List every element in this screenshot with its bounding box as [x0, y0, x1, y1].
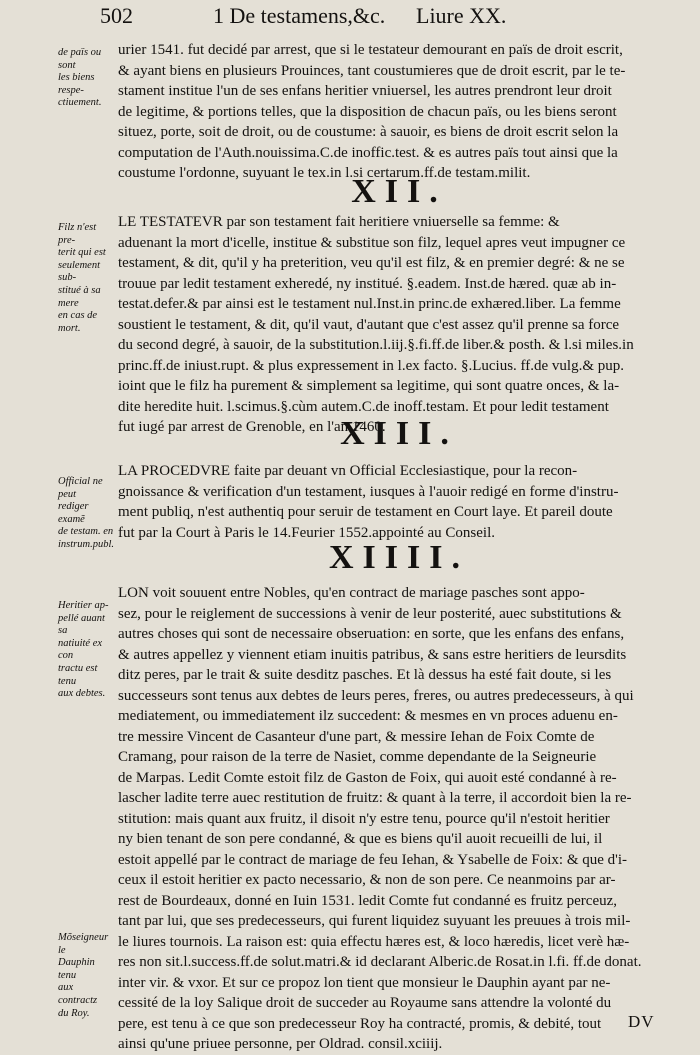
margin-line: les biens respe- — [58, 72, 95, 96]
margin-note — [58, 932, 114, 1020]
text-line: pere, est tenu à ce que son predecesseur Roy ha contracté, promis, & debité, tout — [118, 1015, 602, 1032]
text-line: du second degré, à sauoir, de la substitution.l.iij.§.fi.ff.de liber.& posth. & l.si miles.in — [118, 337, 634, 353]
text-line: urier 1541. fut decidé par arrest, que si le testateur demourant en païs de droit escrit, — [118, 42, 623, 58]
text-line: aduenant la mort d'icelle, institue & substitue son filz, lequel apres veut impugner ce — [118, 234, 626, 251]
page-number: 502 — [100, 3, 133, 28]
margin-line: de païs ou sont — [58, 47, 102, 71]
text-line: de legitime, & portions telles, que la disposition de chacun païs, ou les biens seront — [118, 103, 617, 120]
section-heading-xiiii: XIIII. — [329, 539, 469, 576]
text-line: situez, porte, soit de droit, ou de coustume: à sauoir, es biens de droit escrit selon la — [118, 124, 619, 140]
margin-line: aux contractz — [58, 982, 98, 1006]
text-line: stitution: mais quant aux fruitz, il disoit n'y estre tenu, pource qu'il n'estoit heritier — [118, 810, 610, 827]
margin-line: tractu est tenu — [58, 662, 98, 687]
book-title: Liure XX. — [416, 3, 507, 28]
text-line: cessité de la loy Salique droit de succeder au Royaume sans attendre la volonté du — [118, 995, 612, 1011]
margin-line: Mõseigneur le — [58, 932, 109, 956]
margin-note — [58, 476, 114, 552]
text-line: fut par la Court à Paris le 14.Feurier 1552.appointé au Conseil. — [118, 524, 495, 541]
text-line: ny bien tenant de son pere condanné, & que es biens qu'il auoit recueilli de lui, il — [118, 831, 603, 847]
text-line: testat.defer.& par ainsi est le testament nul.Inst.in princ.de exhæred.liber. La femme — [118, 296, 621, 312]
text-line: & autres appellez y viennent etiam inuitis patribus, & sans estre heritiers de leursdits — [118, 646, 627, 663]
margin-line: du Roy. — [58, 1007, 90, 1019]
text-line: soustient le testament, & dit, qu'il vaut, d'autant que c'est assez qu'il prenne sa force — [118, 316, 620, 333]
margin-line: terit qui est — [58, 247, 106, 259]
text-line: Cramang, pour raison de la terre de Nasiet, comme dependante de la Seigneurie — [118, 749, 597, 765]
text-line: tre messire Vincent de Casanteur d'une part, & messire Iehan de Foix Comte de — [118, 728, 595, 745]
text-line: ainsi qu'une priuee personne, per Oldrad. consil.xciiij. — [118, 1036, 443, 1052]
paragraph-xiiii — [118, 583, 680, 1055]
text-line: autres choses qui sont de necessaire obseruation: en sorte, que les enfans des enfans, — [118, 626, 625, 642]
paragraph-xiii — [118, 461, 680, 543]
text-line: gnoissance & verification d'un testament, iusques à l'auoir redigé en forme d'instru- — [118, 483, 619, 500]
margin-line: rediger examẽ — [58, 501, 89, 525]
paragraph-xii — [118, 212, 680, 438]
section-heading-xii: XII. — [351, 173, 447, 210]
text-line: le liures tournois. La raison est: quia effectu hæres est, & loco hæredis, licet verè hæ- — [118, 933, 630, 950]
margin-line: ctiuement. — [58, 97, 102, 109]
text-line: dite heredite huit. l.scimus.§.cùm autem.C.de inoff.testam. Et pour ledit testament — [118, 398, 609, 415]
section-mark: 1 De testamens,&c. — [213, 3, 386, 28]
margin-note — [58, 222, 114, 335]
margin-note — [58, 600, 114, 701]
text-line: LA PROCEDVRE faite par deuant vn Official Ecclesiastique, pour la recon- — [118, 463, 578, 479]
text-line: princ.ff.de iniust.rupt. & plus expressement in l.ex facto. §.Lucius. ff.de vulg.& pup. — [118, 357, 625, 374]
text-line: rest de Bourdeaux, donné en Iuin 1531. ledit Comte fut condanné es fruitz perceuz, — [118, 892, 618, 909]
section-heading-xiii: XIII. — [340, 415, 458, 452]
text-line: mediatement, ou immediatement ilz succedent: & mesmes en vn proces aduenu en- — [118, 708, 618, 724]
margin-line: Official ne peut — [58, 476, 103, 500]
margin-line: de testam. en — [58, 526, 114, 538]
text-line: stament institue l'un de ses enfans heritier vniuersel, les autres prendront leur droit — [118, 83, 612, 99]
text-line: lascher ladite terre auec restitution de fruitz: & quant à la terre, il accordoit bien la re- — [118, 790, 632, 806]
text-line: ditz peres, par le trait & suite desditz pasches. Et là dessus ha esté fait doute, si les — [118, 667, 612, 683]
text-line: LON voit souuent entre Nobles, qu'en contract de mariage pasches sont appo- — [118, 585, 585, 601]
text-line: de Marpas. Ledit Comte estoit filz de Gaston de Foix, qui auoit esté condanné à re- — [118, 769, 617, 786]
margin-line: seulement sub- — [58, 259, 100, 284]
margin-line: Filz n'est pre- — [58, 222, 97, 246]
text-line: computation de l'Auth.nouissima.C.de inoffic.test. & es autres païs tout ainsi que la — [118, 144, 618, 161]
running-header — [0, 2, 700, 32]
text-line: inter vir. & vxor. Et sur ce propoz lon tient que monsieur le Dauphin ayant par ne- — [118, 974, 611, 991]
margin-line: stitué à sa mere — [58, 284, 101, 309]
text-line: ceux il estoit heritier ex pacto necessario, & non de son pere. Ce neanmoins par ar- — [118, 872, 616, 888]
margin-line: Heritier ap- — [58, 600, 109, 611]
margin-line: en cas de mort. — [58, 310, 98, 334]
text-line: successeurs sont tenus aux debtes de leurs peres, freres, ou autres predecesseurs, à qui — [118, 687, 634, 704]
text-line: trouue par ledit testament exheredé, ny institué. §.eadem. Inst.de hæred. quæ ab in- — [118, 275, 617, 292]
text-line: testament, & dit, qu'il y ha pretеrition, veu qu'il est filz, & en premier degré: & ne se — [118, 255, 625, 271]
paragraph-intro — [118, 40, 680, 184]
margin-line: pellé auant sa — [58, 612, 105, 637]
text-line: estoit appellé par le contract de mariage de feu Iehan, & Ysabelle de Foix: & que d'i- — [118, 851, 628, 868]
margin-line: aux debtes. — [58, 688, 106, 700]
margin-line: instrum.publ. — [58, 538, 115, 550]
text-line: ioint que le filz ha purement & simplement sa legitime, qui sont quatre onces, & la- — [118, 378, 620, 394]
text-line: ment publiq, n'est authentiq pour seruir de testament en Court laye. Et pareil doute — [118, 504, 613, 520]
margin-note — [58, 47, 114, 110]
catchword: DV — [628, 1012, 655, 1031]
text-line: & ayant biens en plusieurs Prouinces, tant coustumieres que de droit escrit, par le te- — [118, 62, 626, 79]
text-line: tant par lui, que ses predecesseurs, qui furent liquidez suyuant les preuues à trois mil- — [118, 913, 631, 929]
margin-line: natiuité ex con — [58, 637, 103, 662]
text-line: coustume l'ordonne, suyuant le tex.in l.si certarum.ff.de testam.milit. — [118, 165, 531, 181]
text-line: LE TESTATEVR par son testament fait heritiere vniuerselle sa femme: & — [118, 214, 560, 230]
text-line: sez, pour le reiglement de successions à venir de leur posterité, auec substitutions & — [118, 605, 622, 622]
margin-line: Dauphin tenu — [58, 957, 95, 981]
text-line: fut iugé par arrest de Grenoble, en l'an 1460. — [118, 419, 386, 435]
text-line: res non sit.l.success.ff.de solut.matri.& id declarant Alberic.de Rosat.in l.fi. ff.de donat. — [118, 954, 642, 970]
